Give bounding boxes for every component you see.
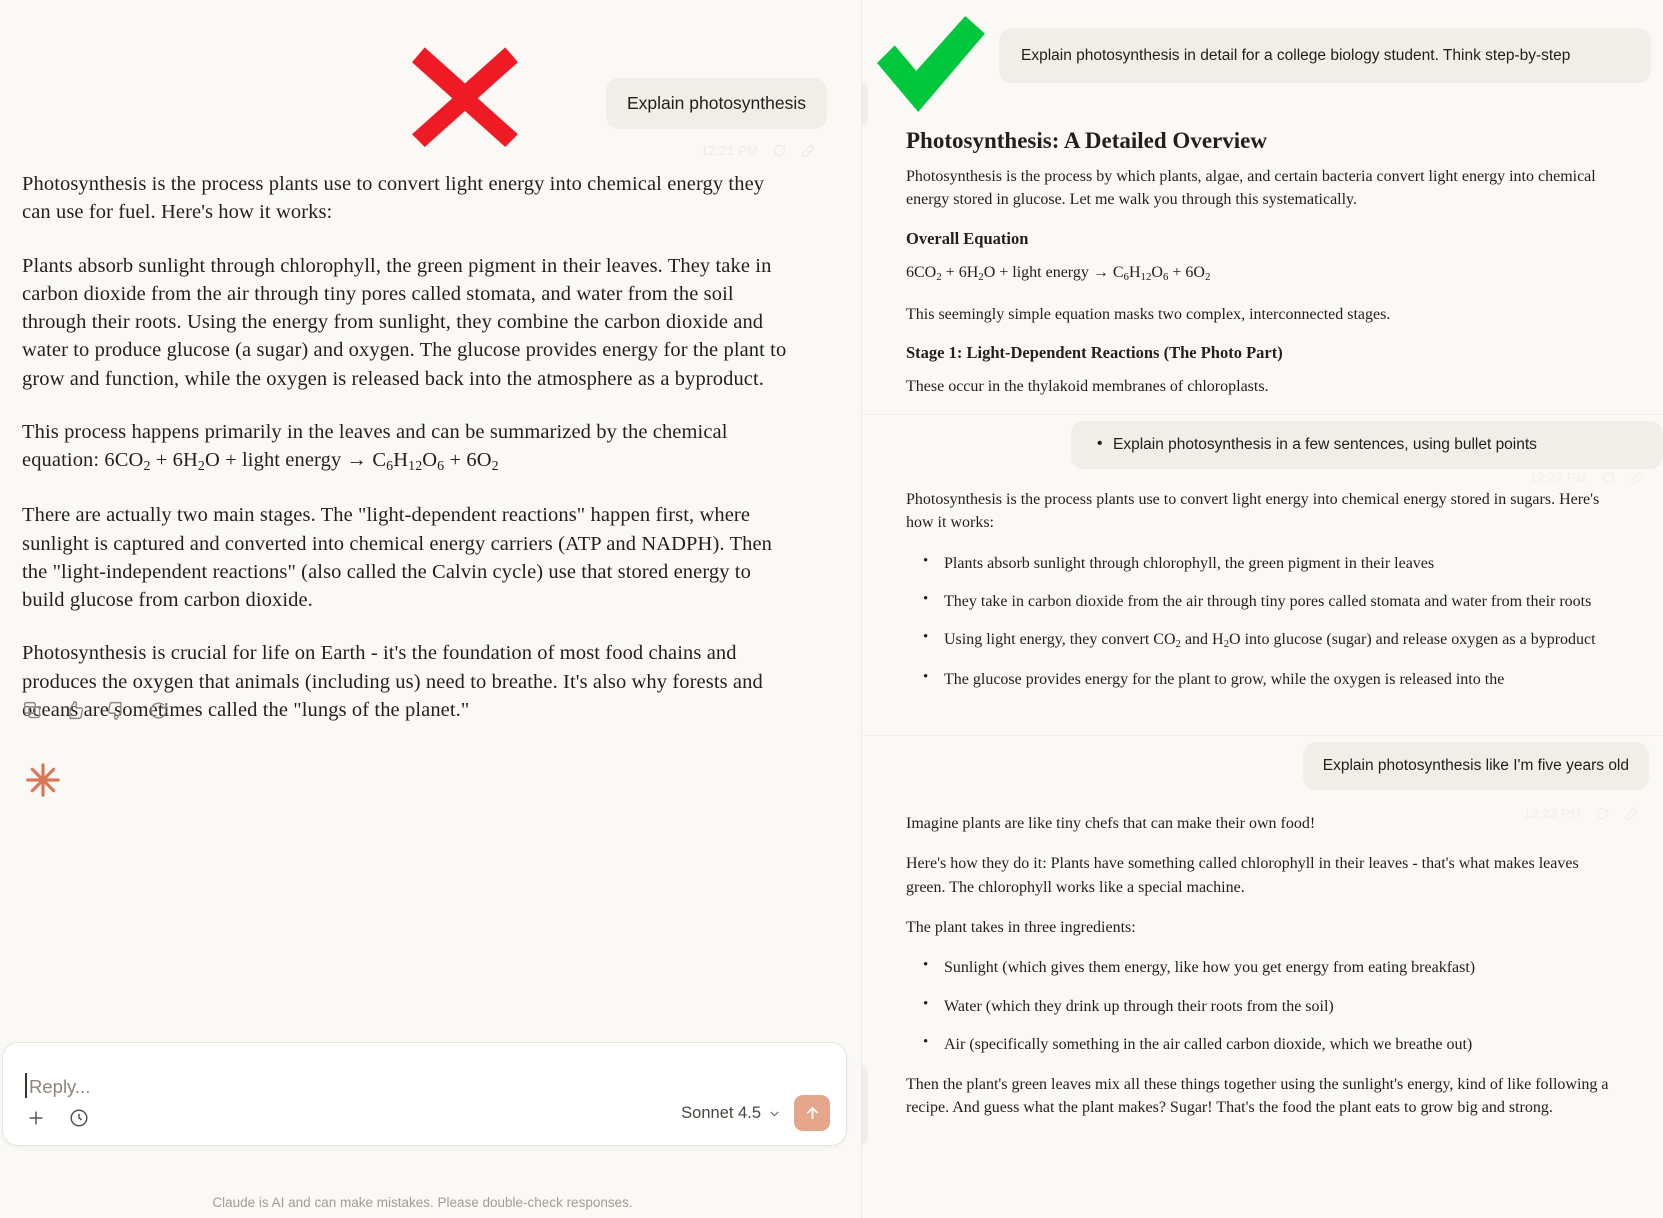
eli5-paragraph-2: Here's how they do it: Plants have something called chlorophyll in their leaves - that's what makes leaves green. The chlorophyll works like a special machine.: [906, 855, 1579, 896]
history-icon[interactable]: [68, 1107, 90, 1129]
retry-icon[interactable]: [772, 143, 787, 158]
turn-divider-1: [861, 414, 1663, 415]
edit-icon[interactable]: [1630, 470, 1645, 485]
user-message-text: Explain photosynthesis: [627, 93, 806, 113]
eli5-paragraph-3: The plant takes in three ingredients:: [906, 919, 1136, 937]
eli5-paragraph-1: Imagine plants are like tiny chefs that can make their own food!: [906, 815, 1316, 832]
assistant-paragraph-3-equation: [22, 418, 797, 476]
list-item: • Sunlight (which gives them energy, like how you get energy from eating breakfast): [944, 956, 1618, 979]
turn-divider-2: [861, 735, 1663, 736]
bullets-intro: Photosynthesis is the process plants use to convert light energy into chemical energy stored in sugars. Here's how it works:: [906, 491, 1600, 532]
plus-icon[interactable]: [25, 1107, 47, 1129]
user-message-bubble-eli5[interactable]: [1303, 742, 1649, 790]
assistant-message-left: [22, 170, 797, 749]
chevron-down-icon: [768, 1107, 781, 1120]
doc-heading: Photosynthesis: A Detailed Overview: [906, 128, 1267, 153]
assistant-paragraph-5: Photosynthesis is crucial for life on Earth - it's the foundation of most food chains and produces the oxygen that animals (including us) need to breathe. It's also why forests and oceans are sometimes called the "lungs of the planet.": [22, 642, 763, 722]
doc-stage1-body: These occur in the thylakoid membranes of chloroplasts.: [906, 377, 1269, 395]
green-check-mark-icon: [871, 16, 989, 114]
edge-card-top: [861, 82, 868, 126]
send-arrow-icon: [803, 1104, 822, 1123]
equation-formula: $6CO_2 + 6H_2O$ + light energy → $C_6H_{12}O_6 + 6O_2$: [104, 449, 499, 475]
doc-equation: $6CO_2 + 6H_2O$ + light energy → $C_6H_{12}O_6 + 6O_2$: [906, 263, 1211, 283]
right-conversation-panel: [861, 0, 1663, 1218]
bullet-list: [906, 552, 1618, 692]
user-message-text: • Explain photosynthesis in a few sentences, using bullet points: [1091, 434, 1643, 456]
list-item: • They take in carbon dioxide from the air through tiny pores called stomata and water from their roots: [944, 590, 1618, 613]
regenerate-icon[interactable]: [148, 700, 169, 721]
list-item: • Water (which they drink up through their roots from the soil): [944, 995, 1618, 1018]
doc-subheading-overall-equation: Overall Equation: [906, 228, 1029, 248]
eli5-bullet-list: [906, 956, 1618, 1056]
doc-intro: Photosynthesis is the process by which plants, algae, and certain bacteria convert light energy into chemical energy stored in glucose. Let me walk you through this systematically.: [906, 168, 1596, 209]
assistant-message-eli5: [906, 812, 1618, 1136]
user-message-bubble[interactable]: [606, 78, 827, 129]
equation-lead: This process happens primarily in the leaves and can be summarized by the chemical equation:: [22, 420, 728, 472]
message-timestamp: 12:23 PM: [1523, 806, 1581, 821]
message-meta-row: [701, 143, 816, 158]
retry-icon[interactable]: [1601, 470, 1616, 485]
assistant-paragraph-4: There are actually two main stages. The "light-dependent reactions" happen first, where sunlight is captured and converted into chemical energy carriers (ATP and NADPH). Then the "light-independent reactions" (also called the Calvin cycle) use that stored energy to build glucose from carbon dioxide.: [22, 504, 772, 612]
message-timestamp: 12:21 PM: [700, 143, 758, 158]
edit-icon[interactable]: [1624, 806, 1639, 821]
assistant-message-bullets: [906, 488, 1618, 708]
composer[interactable]: [2, 1042, 847, 1146]
edge-card-bottom: [861, 1065, 868, 1145]
composer-left-tools: [25, 1107, 90, 1129]
user-message-bubble-detailed[interactable]: [999, 28, 1651, 83]
model-selector[interactable]: [681, 1104, 781, 1123]
doc-equation-note: This seemingly simple equation masks two complex, interconnected stages.: [906, 305, 1391, 323]
assistant-paragraph-2: Plants absorb sunlight through chlorophyll, the green pigment in their leaves. They take in carbon dioxide from the air through tiny pores called stomata, and water from the soil through their roots. Using the energy from sunlight, they combine the carbon dioxide and water to produce glucose (a sugar) and oxygen. The glucose provides energy for the plant to grow and function, while the oxygen is released back into the atmosphere as a byproduct.: [22, 254, 787, 390]
list-item: • The glucose provides energy for the plant to grow, while the oxygen is released into the: [944, 668, 1618, 691]
message-action-row: [22, 700, 169, 721]
thumbs-up-icon[interactable]: [64, 700, 85, 721]
doc-subheading-stage-1: Stage 1: Light-Dependent Reactions (The Photo Part): [906, 342, 1283, 362]
message-meta-row-2: [1530, 470, 1645, 485]
list-item: • Plants absorb sunlight through chlorophyll, the green pigment in their leaves: [944, 552, 1618, 575]
claude-star-logo-icon: [24, 761, 62, 799]
assistant-message-detailed: [906, 128, 1618, 415]
thumbs-down-icon[interactable]: [106, 700, 127, 721]
edit-icon[interactable]: [801, 143, 816, 158]
user-message-text: Explain photosynthesis like I'm five years old: [1322, 757, 1629, 774]
red-x-mark-icon: [412, 41, 518, 147]
user-message-bubble-bullets[interactable]: [1071, 421, 1663, 469]
copy-icon[interactable]: [22, 700, 43, 721]
panel-divider: [861, 0, 862, 1218]
eli5-closing: Then the plant's green leaves mix all these things together using the sunlight's energy, kind of like following a recipe. And guess what the plant makes? Sugar! That's the food the plant eats to grow big and strong.: [906, 1075, 1609, 1116]
message-timestamp: 12:22 PM: [1529, 470, 1587, 485]
model-name: Sonnet 4.5: [681, 1103, 761, 1122]
list-item: • Air (specifically something in the air called carbon dioxide, which we breathe out): [944, 1033, 1618, 1056]
composer-right-tools: [681, 1095, 830, 1131]
send-button[interactable]: [794, 1095, 830, 1131]
composer-input[interactable]: Reply...: [29, 1076, 91, 1097]
ai-disclaimer: Claude is AI and can make mistakes. Please double-check responses.: [212, 1195, 633, 1210]
list-item: • Using light energy, they convert $CO_2$ and $H_2O$ into glucose (sugar) and release oxygen as a byproduct: [944, 628, 1618, 653]
text-caret: [25, 1073, 27, 1098]
user-message-text: Explain photosynthesis in detail for a college biology student. Think step-by-step: [1021, 47, 1571, 64]
assistant-paragraph-1: Photosynthesis is the process plants use to convert light energy into chemical energy they can use for fuel. Here's how it works:: [22, 173, 765, 224]
